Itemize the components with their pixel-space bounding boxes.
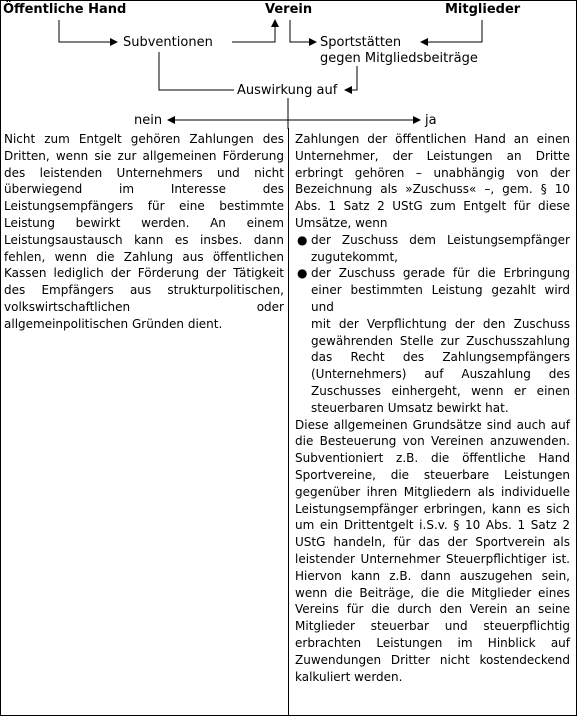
flow-diagram	[0, 0, 577, 130]
condition-list	[295, 232, 570, 316]
label-club: Verein	[265, 2, 313, 17]
bullet-text-1: der Zuschuss dem Leistungsempfänger zugutekommt,	[311, 232, 570, 264]
arrow-members-to-sports	[421, 20, 482, 42]
bullet-text-2: der Zuschuss gerade für die Erbringung einer bestimmten Leistung gezahlt wird und	[311, 266, 570, 314]
label-yes: ja	[425, 113, 437, 128]
label-sports-facilities: Sportstätten	[320, 35, 402, 50]
arrow-club-to-sports	[290, 20, 316, 42]
arrow-subsidies-to-club	[232, 20, 275, 42]
arrow-public-to-subsidies	[59, 20, 117, 42]
label-against-fees: gegen Mitgliedsbeiträge	[320, 51, 478, 66]
line-subsidies-to-effect	[159, 52, 234, 90]
column-divider	[288, 128, 289, 716]
list-item	[295, 265, 570, 315]
list-item	[295, 232, 570, 266]
bullet-icon: ●	[297, 232, 308, 247]
label-effect: Auswirkung auf	[237, 83, 338, 98]
right-column	[295, 131, 570, 685]
arrow-sports-to-effect	[345, 66, 357, 90]
label-subsidies: Subventionen	[123, 35, 213, 50]
label-no: nein	[134, 113, 163, 128]
right-conclusion: Diese allgemeinen Grundsätze sind auch auf die Besteuerung von Vereinen anzuwenden. Subventioniert z.B. die öffentliche Hand Sportvereine, die steuerbare Leistungen gegenüber ihren Mitgliedern als individuelle Leistungsempfänger erbringen, kann es sich um ein Drittentgelt i.S.v. § 10 Abs. 1 Satz 2 UStG handeln, für das der Sportverein als leistender Unternehmer Steuerpflichtiger ist. Hiervon kann z.B. dann auszugehen sein, wenn die Beiträge, die die Mitglieder eines Vereins für die durch den Verein an seine Mitglieder steuerbar und steuerpflichtig erbrachten Leistungen im Hinblick auf Zuwendungen Dritter nicht kostendeckend kalkuliert werden.	[295, 417, 570, 684]
label-members: Mitglieder	[445, 2, 521, 17]
right-intro: Zahlungen der öffentlichen Hand an einen Unternehmer, der Leistungen an Dritte erbringt gehören – unabhängig von der Bezeichnung als »Zuschuss« –, gem. § 10 Abs. 1 Satz 2 UStG zum Entgelt für diese Umsätze, wenn	[295, 132, 570, 230]
left-column-text: Nicht zum Entgelt gehören Zahlungen des Dritten, wenn sie zur allgemeinen Förderung des leistenden Unternehmers und nicht überwiegend im Interesse des Leistungsempfängers für eine bestimmte Leistung bewirkt werden. An einem Leistungsaustausch kann es insbes. dann fehlen, wenn die Zahlung aus öffentlichen Kassen lediglich der Förderung der Tätigkeit des Empfängers aus strukturpolitischen, volkswirtschaftlichen oder allgemeinpolitischen Gründen dient.	[4, 132, 284, 331]
bullet-icon: ●	[297, 266, 308, 281]
left-column	[4, 131, 284, 333]
label-public-hand: Öffentliche Hand	[3, 2, 127, 17]
condition-text: mit der Verpflichtung der den Zuschuss gewährenden Stelle zur Zuschusszahlung das Recht des Zahlungsempfängers (Unternehmers) auf Auszahlung des Zuschusses einhergeht, wenn er einen steuerbaren Umsatz bewirkt hat.	[311, 316, 570, 415]
